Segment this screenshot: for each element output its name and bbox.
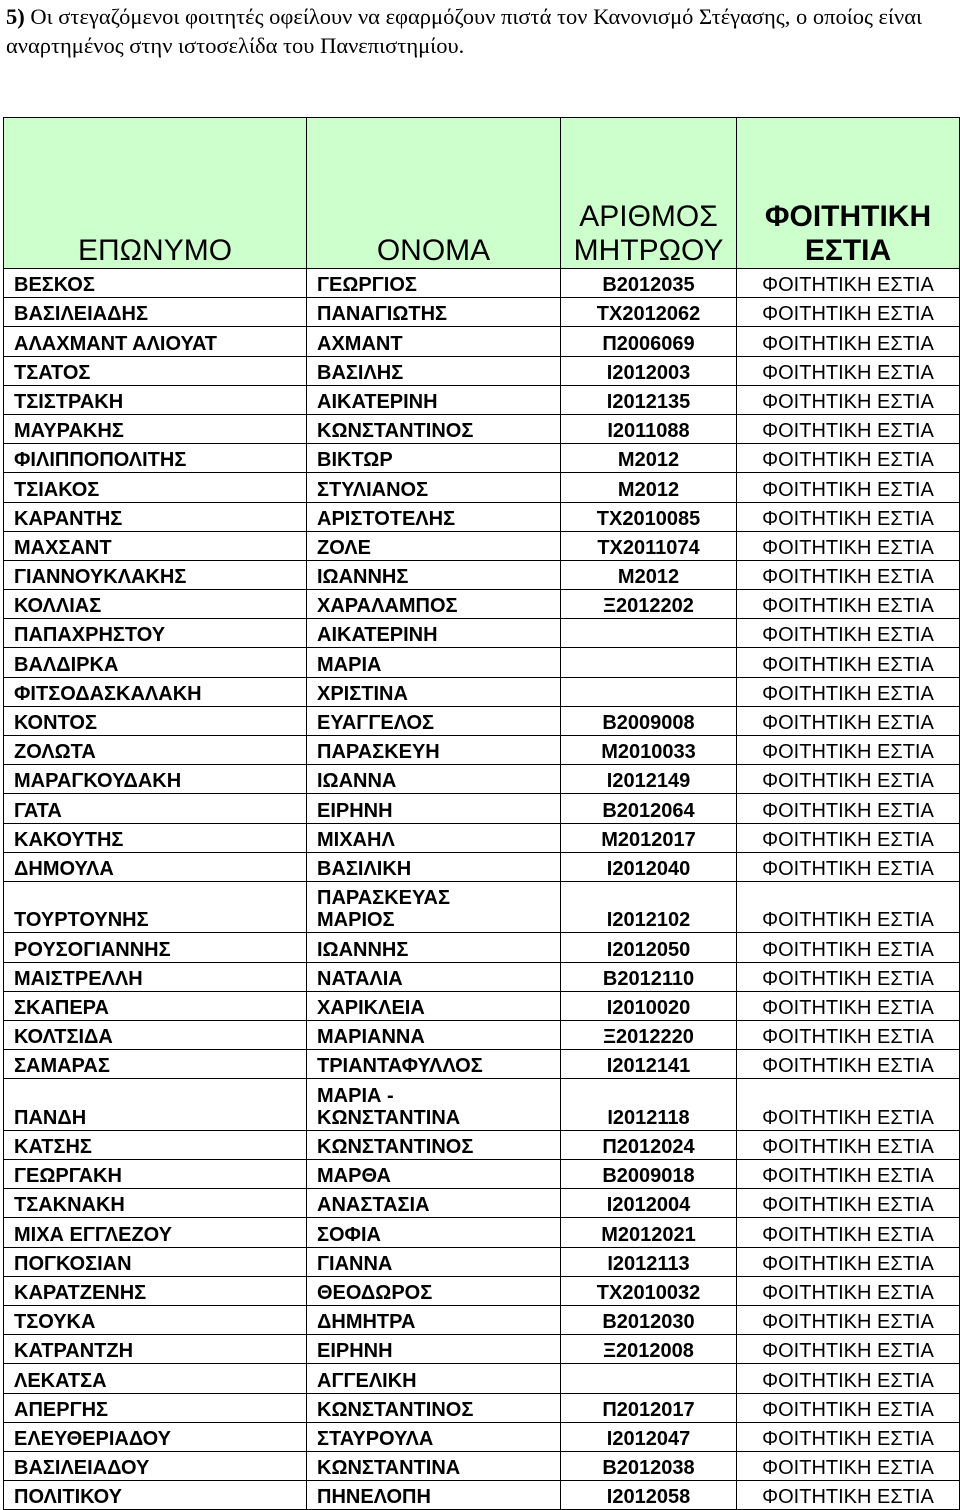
name-cell: ΑΓΓΕΛΙΚΗ (307, 1364, 561, 1393)
registration-number-cell (561, 619, 737, 648)
name-cell: ΕΙΡΗΝΗ (307, 794, 561, 823)
housing-cell: ΦΟΙΤΗΤΙΚΗ ΕΣΤΙΑ (737, 852, 960, 881)
housing-cell: ΦΟΙΤΗΤΙΚΗ ΕΣΤΙΑ (737, 1393, 960, 1422)
registration-number-cell: ΤΧ2011074 (561, 531, 737, 560)
registration-number-cell: Ι2011088 (561, 414, 737, 443)
surname-cell: ΓΙΑΝΝΟΥΚΛΑΚΗΣ (4, 560, 307, 589)
header-surname (4, 118, 307, 269)
name-cell: ΑΡΙΣΤΟΤΕΛΗΣ (307, 502, 561, 531)
registration-number-cell: Ι2010020 (561, 991, 737, 1020)
table-row (4, 933, 960, 962)
registration-number-cell: Β2009018 (561, 1160, 737, 1189)
table-row (4, 1422, 960, 1451)
name-cell: ΘΕΟΔΩΡΟΣ (307, 1276, 561, 1305)
name-cell: ΝΑΤΑΛΙΑ (307, 962, 561, 991)
table-row (4, 590, 960, 619)
name-cell (307, 881, 561, 933)
header-am-line1: ΑΡΙΘΜΟΣ (579, 200, 718, 233)
surname-cell: ΚΑΤΡΑΝΤΖΗ (4, 1335, 307, 1364)
surname-cell: ΡΟΥΣΟΓΙΑΝΝΗΣ (4, 933, 307, 962)
name-cell: ΒΑΣΙΛΗΣ (307, 356, 561, 385)
surname-cell: ΦΙΤΣΟΔΑΣΚΑΛΑΚΗ (4, 677, 307, 706)
table-row (4, 794, 960, 823)
registration-number-cell: ΤΧ2012062 (561, 298, 737, 327)
name-cell: ΑΧΜΑΝΤ (307, 327, 561, 356)
surname-cell: ΜΑΙΣΤΡΕΛΛΗ (4, 962, 307, 991)
name-cell: ΧΡΙΣΤΙΝΑ (307, 677, 561, 706)
header-name-label: ΟΝΟΜΑ (376, 234, 491, 267)
table-row (4, 444, 960, 473)
surname-cell: ΠΑΠΑΧΡΗΣΤΟΥ (4, 619, 307, 648)
housing-cell: ΦΟΙΤΗΤΙΚΗ ΕΣΤΙΑ (737, 619, 960, 648)
registration-number-cell (561, 677, 737, 706)
surname-cell: ΚΑΡΑΝΤΗΣ (4, 502, 307, 531)
registration-number-cell: Ξ2012202 (561, 590, 737, 619)
name-cell: ΙΩΑΝΝΗΣ (307, 560, 561, 589)
registration-number-cell (561, 648, 737, 677)
header-surname-label: ΕΠΩΝΥΜΟ (77, 234, 233, 267)
housing-cell: ΦΟΙΤΗΤΙΚΗ ΕΣΤΙΑ (737, 1079, 960, 1131)
name-cell: ΤΡΙΑΝΤΑΦΥΛΛΟΣ (307, 1050, 561, 1079)
table-row (4, 269, 960, 298)
name-cell: ΙΩΑΝΝΑ (307, 765, 561, 794)
table-row (4, 1079, 960, 1131)
table-row (4, 1130, 960, 1159)
surname-cell: ΑΛΑΧΜΑΝΤ ΑΛΙΟΥΑΤ (4, 327, 307, 356)
table-row (4, 1364, 960, 1393)
table-row (4, 619, 960, 648)
header-registration-number (561, 118, 737, 269)
name-line: ΜΑΡΙΑ - (317, 1084, 394, 1107)
table-row (4, 881, 960, 933)
name-line: ΠΑΡΑΣΚΕΥΑΣ (317, 887, 450, 910)
registration-number-cell: Ξ2012008 (561, 1335, 737, 1364)
registration-number-cell: Β2009008 (561, 706, 737, 735)
table-row (4, 991, 960, 1020)
housing-cell: ΦΟΙΤΗΤΙΚΗ ΕΣΤΙΑ (737, 327, 960, 356)
surname-cell: ΜΑΡΑΓΚΟΥΔΑΚΗ (4, 765, 307, 794)
table-row (4, 1306, 960, 1335)
housing-cell: ΦΟΙΤΗΤΙΚΗ ΕΣΤΙΑ (737, 677, 960, 706)
table-row (4, 1393, 960, 1422)
table-row (4, 765, 960, 794)
name-cell: ΧΑΡΙΚΛΕΙΑ (307, 991, 561, 1020)
housing-cell: ΦΟΙΤΗΤΙΚΗ ΕΣΤΙΑ (737, 991, 960, 1020)
housing-cell: ΦΟΙΤΗΤΙΚΗ ΕΣΤΙΑ (737, 1481, 960, 1510)
surname-cell: ΤΣΙΣΤΡΑΚΗ (4, 385, 307, 414)
housing-cell: ΦΟΙΤΗΤΙΚΗ ΕΣΤΙΑ (737, 962, 960, 991)
housing-cell: ΦΟΙΤΗΤΙΚΗ ΕΣΤΙΑ (737, 648, 960, 677)
registration-number-cell: Π2012024 (561, 1130, 737, 1159)
header-housing-line1: ΦΟΙΤΗΤΙΚΗ (764, 200, 932, 233)
housing-cell: ΦΟΙΤΗΤΙΚΗ ΕΣΤΙΑ (737, 1160, 960, 1189)
name-cell: ΣΟΦΙΑ (307, 1218, 561, 1247)
name-cell: ΕΥΑΓΓΕΛΟΣ (307, 706, 561, 735)
housing-cell: ΦΟΙΤΗΤΙΚΗ ΕΣΤΙΑ (737, 1218, 960, 1247)
housing-cell: ΦΟΙΤΗΤΙΚΗ ΕΣΤΙΑ (737, 736, 960, 765)
housing-cell: ΦΟΙΤΗΤΙΚΗ ΕΣΤΙΑ (737, 1021, 960, 1050)
surname-cell: ΤΣΑΚΝΑΚΗ (4, 1189, 307, 1218)
housing-cell: ΦΟΙΤΗΤΙΚΗ ΕΣΤΙΑ (737, 1451, 960, 1480)
registration-number-cell (561, 1364, 737, 1393)
registration-number-cell: Ι2012003 (561, 356, 737, 385)
surname-cell: ΠΟΛΙΤΙΚΟΥ (4, 1481, 307, 1510)
housing-cell: ΦΟΙΤΗΤΙΚΗ ΕΣΤΙΑ (737, 590, 960, 619)
surname-cell: ΚΟΝΤΟΣ (4, 706, 307, 735)
table-row (4, 560, 960, 589)
registration-number-cell: Ι2012141 (561, 1050, 737, 1079)
housing-cell: ΦΟΙΤΗΤΙΚΗ ΕΣΤΙΑ (737, 269, 960, 298)
registration-number-cell: Π2006069 (561, 327, 737, 356)
registration-number-cell: Ι2012058 (561, 1481, 737, 1510)
table-row (4, 327, 960, 356)
surname-cell: ΠΑΝΔΗ (4, 1079, 307, 1131)
housing-cell: ΦΟΙΤΗΤΙΚΗ ΕΣΤΙΑ (737, 1247, 960, 1276)
registration-number-cell: Μ2012 (561, 560, 737, 589)
note-text: Οι στεγαζόμενοι φοιτητές οφείλουν να εφαρμόζουν πιστά τον Κανονισμό Στέγασης, ο οποίος είναι αναρτημένος στην ιστοσελίδα του Πανεπιστημίου. (6, 4, 923, 58)
name-cell: ΚΩΝΣΤΑΝΤΙΝΟΣ (307, 414, 561, 443)
name-cell: ΚΩΝΣΤΑΝΤΙΝΟΣ (307, 1130, 561, 1159)
housing-cell: ΦΟΙΤΗΤΙΚΗ ΕΣΤΙΑ (737, 1276, 960, 1305)
registration-number-cell: Ι2012113 (561, 1247, 737, 1276)
name-cell: ΣΤΥΛΙΑΝΟΣ (307, 473, 561, 502)
header-am-line2: ΜΗΤΡΩΟΥ (573, 234, 724, 267)
housing-cell: ΦΟΙΤΗΤΙΚΗ ΕΣΤΙΑ (737, 531, 960, 560)
housing-cell: ΦΟΙΤΗΤΙΚΗ ΕΣΤΙΑ (737, 560, 960, 589)
table-row (4, 1050, 960, 1079)
table-row (4, 823, 960, 852)
surname-cell: ΚΑΚΟΥΤΗΣ (4, 823, 307, 852)
surname-cell: ΒΑΣΙΛΕΙΑΔΗΣ (4, 298, 307, 327)
header-housing (737, 118, 960, 269)
surname-cell: ΜΑΧΣΑΝΤ (4, 531, 307, 560)
housing-cell: ΦΟΙΤΗΤΙΚΗ ΕΣΤΙΑ (737, 385, 960, 414)
name-cell: ΠΑΝΑΓΙΩΤΗΣ (307, 298, 561, 327)
registration-number-cell: Β2012038 (561, 1451, 737, 1480)
surname-cell: ΕΛΕΥΘΕΡΙΑΔΟΥ (4, 1422, 307, 1451)
registration-number-cell: Μ2010033 (561, 736, 737, 765)
registration-number-cell: Ι2012004 (561, 1189, 737, 1218)
table-body (4, 269, 960, 1510)
name-cell: ΓΙΑΝΝΑ (307, 1247, 561, 1276)
name-cell: ΣΤΑΥΡΟΥΛΑ (307, 1422, 561, 1451)
surname-cell: ΔΗΜΟΥΛΑ (4, 852, 307, 881)
regulation-note (6, 2, 951, 60)
housing-cell: ΦΟΙΤΗΤΙΚΗ ΕΣΤΙΑ (737, 706, 960, 735)
name-cell: ΒΙΚΤΩΡ (307, 444, 561, 473)
housing-cell: ΦΟΙΤΗΤΙΚΗ ΕΣΤΙΑ (737, 1335, 960, 1364)
surname-cell: ΛΕΚΑΤΣΑ (4, 1364, 307, 1393)
registration-number-cell: Ι2012149 (561, 765, 737, 794)
registration-number-cell: Μ2012017 (561, 823, 737, 852)
registration-number-cell: Ι2012047 (561, 1422, 737, 1451)
table-row (4, 531, 960, 560)
surname-cell: ΜΙΧΑ ΕΓΓΛΕΖΟΥ (4, 1218, 307, 1247)
table-row (4, 736, 960, 765)
registration-number-cell: Ι2012135 (561, 385, 737, 414)
table-row (4, 502, 960, 531)
table-row (4, 1276, 960, 1305)
table-row (4, 1335, 960, 1364)
name-cell: ΕΙΡΗΝΗ (307, 1335, 561, 1364)
table-row (4, 1160, 960, 1189)
name-cell: ΠΗΝΕΛΟΠΗ (307, 1481, 561, 1510)
registration-number-cell: Π2012017 (561, 1393, 737, 1422)
surname-cell: ΤΣΟΥΚΑ (4, 1306, 307, 1335)
registration-number-cell: Ι2012050 (561, 933, 737, 962)
surname-cell: ΣΚΑΠΕΡΑ (4, 991, 307, 1020)
housing-cell: ΦΟΙΤΗΤΙΚΗ ΕΣΤΙΑ (737, 823, 960, 852)
name-line: ΜΑΡΙΟΣ (317, 909, 395, 932)
housing-cell: ΦΟΙΤΗΤΙΚΗ ΕΣΤΙΑ (737, 1189, 960, 1218)
surname-cell: ΤΣΙΑΚΟΣ (4, 473, 307, 502)
registration-number-cell: ΤΧ2010085 (561, 502, 737, 531)
surname-cell: ΜΑΥΡΑΚΗΣ (4, 414, 307, 443)
surname-cell: ΓΑΤΑ (4, 794, 307, 823)
name-cell: ΑΝΑΣΤΑΣΙΑ (307, 1189, 561, 1218)
registration-number-cell: Β2012110 (561, 962, 737, 991)
housing-cell: ΦΟΙΤΗΤΙΚΗ ΕΣΤΙΑ (737, 444, 960, 473)
surname-cell: ΠΟΓΚΟΣΙΑΝ (4, 1247, 307, 1276)
registration-number-cell: Β2012030 (561, 1306, 737, 1335)
table-row (4, 356, 960, 385)
name-cell: ΔΗΜΗΤΡΑ (307, 1306, 561, 1335)
housing-cell: ΦΟΙΤΗΤΙΚΗ ΕΣΤΙΑ (737, 1364, 960, 1393)
registration-number-cell: Β2012035 (561, 269, 737, 298)
surname-cell: ΤΟΥΡΤΟΥΝΗΣ (4, 881, 307, 933)
table-row (4, 385, 960, 414)
table-row (4, 473, 960, 502)
housing-cell: ΦΟΙΤΗΤΙΚΗ ΕΣΤΙΑ (737, 1306, 960, 1335)
housing-table (3, 117, 960, 1510)
table-row (4, 1218, 960, 1247)
name-cell (307, 1079, 561, 1131)
table-row (4, 1481, 960, 1510)
surname-cell: ΚΟΛΤΣΙΔΑ (4, 1021, 307, 1050)
header-name (307, 118, 561, 269)
registration-number-cell: Ι2012102 (561, 881, 737, 933)
header-housing-line2: ΕΣΤΙΑ (804, 234, 892, 267)
surname-cell: ΦΙΛΙΠΠΟΠΟΛΙΤΗΣ (4, 444, 307, 473)
registration-number-cell: Β2012064 (561, 794, 737, 823)
housing-cell: ΦΟΙΤΗΤΙΚΗ ΕΣΤΙΑ (737, 765, 960, 794)
housing-cell: ΦΟΙΤΗΤΙΚΗ ΕΣΤΙΑ (737, 356, 960, 385)
table-row (4, 962, 960, 991)
table-row (4, 648, 960, 677)
surname-cell: ΚΑΡΑΤΖΕΝΗΣ (4, 1276, 307, 1305)
surname-cell: ΤΣΑΤΟΣ (4, 356, 307, 385)
housing-cell: ΦΟΙΤΗΤΙΚΗ ΕΣΤΙΑ (737, 502, 960, 531)
name-cell: ΓΕΩΡΓΙΟΣ (307, 269, 561, 298)
registration-number-cell: Ι2012040 (561, 852, 737, 881)
surname-cell: ΒΕΣΚΟΣ (4, 269, 307, 298)
housing-cell: ΦΟΙΤΗΤΙΚΗ ΕΣΤΙΑ (737, 473, 960, 502)
table-row (4, 414, 960, 443)
name-cell: ΜΙΧΑΗΛ (307, 823, 561, 852)
name-cell: ΚΩΝΣΤΑΝΤΙΝΑ (307, 1451, 561, 1480)
table-row (4, 706, 960, 735)
housing-cell: ΦΟΙΤΗΤΙΚΗ ΕΣΤΙΑ (737, 881, 960, 933)
name-cell: ΠΑΡΑΣΚΕΥΗ (307, 736, 561, 765)
registration-number-cell: Μ2012 (561, 473, 737, 502)
housing-cell: ΦΟΙΤΗΤΙΚΗ ΕΣΤΙΑ (737, 1130, 960, 1159)
name-cell: ΜΑΡΙΑ (307, 648, 561, 677)
surname-cell: ΚΟΛΛΙΑΣ (4, 590, 307, 619)
surname-cell: ΓΕΩΡΓΑΚΗ (4, 1160, 307, 1189)
housing-cell: ΦΟΙΤΗΤΙΚΗ ΕΣΤΙΑ (737, 298, 960, 327)
table-row (4, 1451, 960, 1480)
name-line: ΚΩΝΣΤΑΝΤΙΝΑ (317, 1106, 461, 1129)
surname-cell: ΑΠΕΡΓΗΣ (4, 1393, 307, 1422)
name-cell: ΖΟΛΕ (307, 531, 561, 560)
name-cell: ΚΩΝΣΤΑΝΤΙΝΟΣ (307, 1393, 561, 1422)
table-row (4, 852, 960, 881)
header-row (4, 118, 960, 269)
housing-cell: ΦΟΙΤΗΤΙΚΗ ΕΣΤΙΑ (737, 414, 960, 443)
table-row (4, 677, 960, 706)
surname-cell: ΖΟΛΩΤΑ (4, 736, 307, 765)
name-cell: ΧΑΡΑΛΑΜΠΟΣ (307, 590, 561, 619)
name-cell: ΙΩΑΝΝΗΣ (307, 933, 561, 962)
table-row (4, 1247, 960, 1276)
surname-cell: ΒΑΛΔΙΡΚΑ (4, 648, 307, 677)
surname-cell: ΚΑΤΣΗΣ (4, 1130, 307, 1159)
registration-number-cell: Ξ2012220 (561, 1021, 737, 1050)
table-row (4, 1189, 960, 1218)
registration-number-cell: Μ2012 (561, 444, 737, 473)
name-cell: ΜΑΡΘΑ (307, 1160, 561, 1189)
name-cell: ΒΑΣΙΛΙΚΗ (307, 852, 561, 881)
table-row (4, 298, 960, 327)
name-cell: ΜΑΡΙΑΝΝΑ (307, 1021, 561, 1050)
registration-number-cell: Μ2012021 (561, 1218, 737, 1247)
housing-cell: ΦΟΙΤΗΤΙΚΗ ΕΣΤΙΑ (737, 794, 960, 823)
surname-cell: ΒΑΣΙΛΕΙΑΔΟΥ (4, 1451, 307, 1480)
table-row (4, 1021, 960, 1050)
housing-cell: ΦΟΙΤΗΤΙΚΗ ΕΣΤΙΑ (737, 1422, 960, 1451)
registration-number-cell: ΤΧ2010032 (561, 1276, 737, 1305)
housing-cell: ΦΟΙΤΗΤΙΚΗ ΕΣΤΙΑ (737, 933, 960, 962)
name-cell: ΑΙΚΑΤΕΡΙΝΗ (307, 619, 561, 648)
surname-cell: ΣΑΜΑΡΑΣ (4, 1050, 307, 1079)
housing-cell: ΦΟΙΤΗΤΙΚΗ ΕΣΤΙΑ (737, 1050, 960, 1079)
registration-number-cell: Ι2012118 (561, 1079, 737, 1131)
name-cell: ΑΙΚΑΤΕΡΙΝΗ (307, 385, 561, 414)
note-number: 5) (6, 4, 25, 29)
